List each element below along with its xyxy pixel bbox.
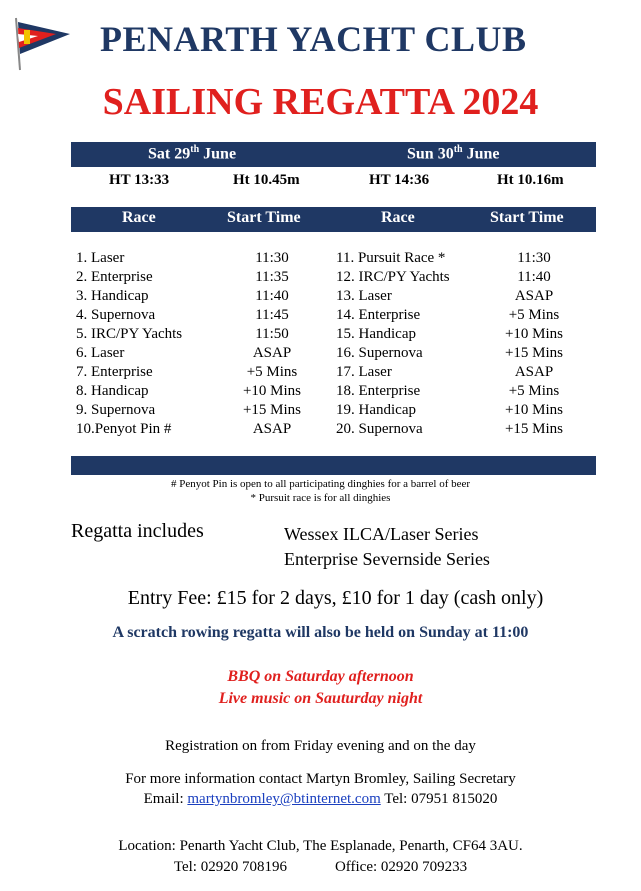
race-name: 15. Handicap [336,326,416,342]
table-footer-bar [71,456,596,475]
sunday-high-tide: HT 14:36 [369,172,430,188]
saturday-race-times [232,249,312,439]
race-name: 17. Laser [336,364,392,380]
social-events [0,666,641,710]
sunday-month: June [462,145,500,163]
saturday-race-names [76,249,246,439]
race-name: 7. Enterprise [76,364,153,380]
race-name: 18. Enterprise [336,383,421,399]
race-name: 8. Handicap [76,383,149,399]
race-time: ASAP [514,288,554,304]
race-time: 11:45 [255,307,289,323]
race-name: 19. Handicap [336,402,416,418]
race-time: ASAP [252,421,292,437]
location-address: Location: Penarth Yacht Club, The Esplanade, Penarth, CF64 3AU. [118,838,523,854]
penyot-footnote: # Penyot Pin is open to all participating dinghies for a barrel of beer [170,478,471,490]
location-info [0,836,641,878]
race-name: 2. Enterprise [76,269,153,285]
day-header-bar [71,142,596,167]
sunday-date-suffix: th [453,144,463,155]
saturday-tide-height: Ht 10.45m [233,172,300,188]
race-name: 9. Supernova [76,402,156,418]
start-time-column-header-sat: Start Time [227,209,301,226]
race-time: +5 Mins [246,364,298,380]
sunday-label [407,144,500,163]
event-title: SAILING REGATTA 2024 [102,81,539,123]
bbq-notice: BBQ on Saturday afternoon [227,668,414,685]
entry-fee: Entry Fee: £15 for 2 days, £10 for 1 day (cash only) [127,587,544,609]
race-time: 11:30 [517,250,551,266]
saturday-month: June [199,145,237,163]
race-name: 16. Supernova [336,345,423,361]
race-name: 20. Supernova [336,421,423,437]
race-time: +15 Mins [504,345,564,361]
rowing-notice: A scratch rowing regatta will also be held on Sunday at 11:00 [112,624,529,641]
email-label: Email: [143,791,188,807]
race-name: 13. Laser [336,288,392,304]
pursuit-footnote: * Pursuit race is for all dinghies [250,492,391,504]
series-list [284,522,490,572]
club-name: PENARTH YACHT CLUB [100,19,527,59]
contact-tel: Tel: 07951 815020 [380,791,498,807]
club-burgee-icon [8,14,74,72]
registration-info: Registration on from Friday evening and on the day [165,738,476,754]
race-time: +15 Mins [242,402,302,418]
race-name: 1. Laser [76,250,125,266]
race-name: 6. Laser [76,345,125,361]
series-item: Enterprise Severnside Series [284,549,490,569]
footnotes [0,477,641,505]
race-time: +10 Mins [504,326,564,342]
music-notice: Live music on Sauturday night [218,690,423,707]
race-time: +10 Mins [242,383,302,399]
race-time: 11:50 [255,326,289,342]
saturday-label [148,144,236,163]
series-item: Wessex ILCA/Laser Series [284,524,479,544]
club-tel: Tel: 02920 708196 [173,859,287,875]
race-time: ASAP [514,364,554,380]
saturday-date: Sat 29 [148,145,191,163]
saturday-high-tide: HT 13:33 [109,172,170,188]
race-name: 4. Supernova [76,307,156,323]
race-name: 12. IRC/PY Yachts [336,269,450,285]
race-name: 10.Penyot Pin # [76,421,172,437]
sunday-date: Sun 30 [407,145,454,163]
start-time-column-header-sun: Start Time [490,209,564,226]
contact-info [0,769,641,809]
race-name: 3. Handicap [76,288,149,304]
contact-line: For more information contact Martyn Bromley, Sailing Secretary [125,771,516,787]
race-name: 5. IRC/PY Yachts [76,326,183,342]
race-time: 11:35 [255,269,289,285]
race-time: 11:40 [517,269,551,285]
race-column-header-sat: Race [122,209,156,226]
race-time: +10 Mins [504,402,564,418]
race-time: ASAP [252,345,292,361]
sunday-race-times [494,249,574,439]
race-time: 11:30 [255,250,289,266]
location-phones [0,857,641,878]
race-time: 11:40 [255,288,289,304]
race-time: +15 Mins [504,421,564,437]
sunday-race-names [336,249,506,439]
email-link[interactable]: martynbromley@btinternet.com [187,791,381,807]
race-name: 14. Enterprise [336,307,421,323]
sunday-tide-height: Ht 10.16m [497,172,564,188]
race-name: 11. Pursuit Race * [336,250,446,266]
race-column-header-sun: Race [381,209,415,226]
race-time: +5 Mins [508,383,560,399]
race-header-bar [71,207,596,232]
contact-email-line [0,789,641,809]
office-tel: Office: 02920 709233 [334,859,468,875]
includes-label: Regatta includes [71,520,204,542]
saturday-date-suffix: th [190,144,200,155]
race-time: +5 Mins [508,307,560,323]
